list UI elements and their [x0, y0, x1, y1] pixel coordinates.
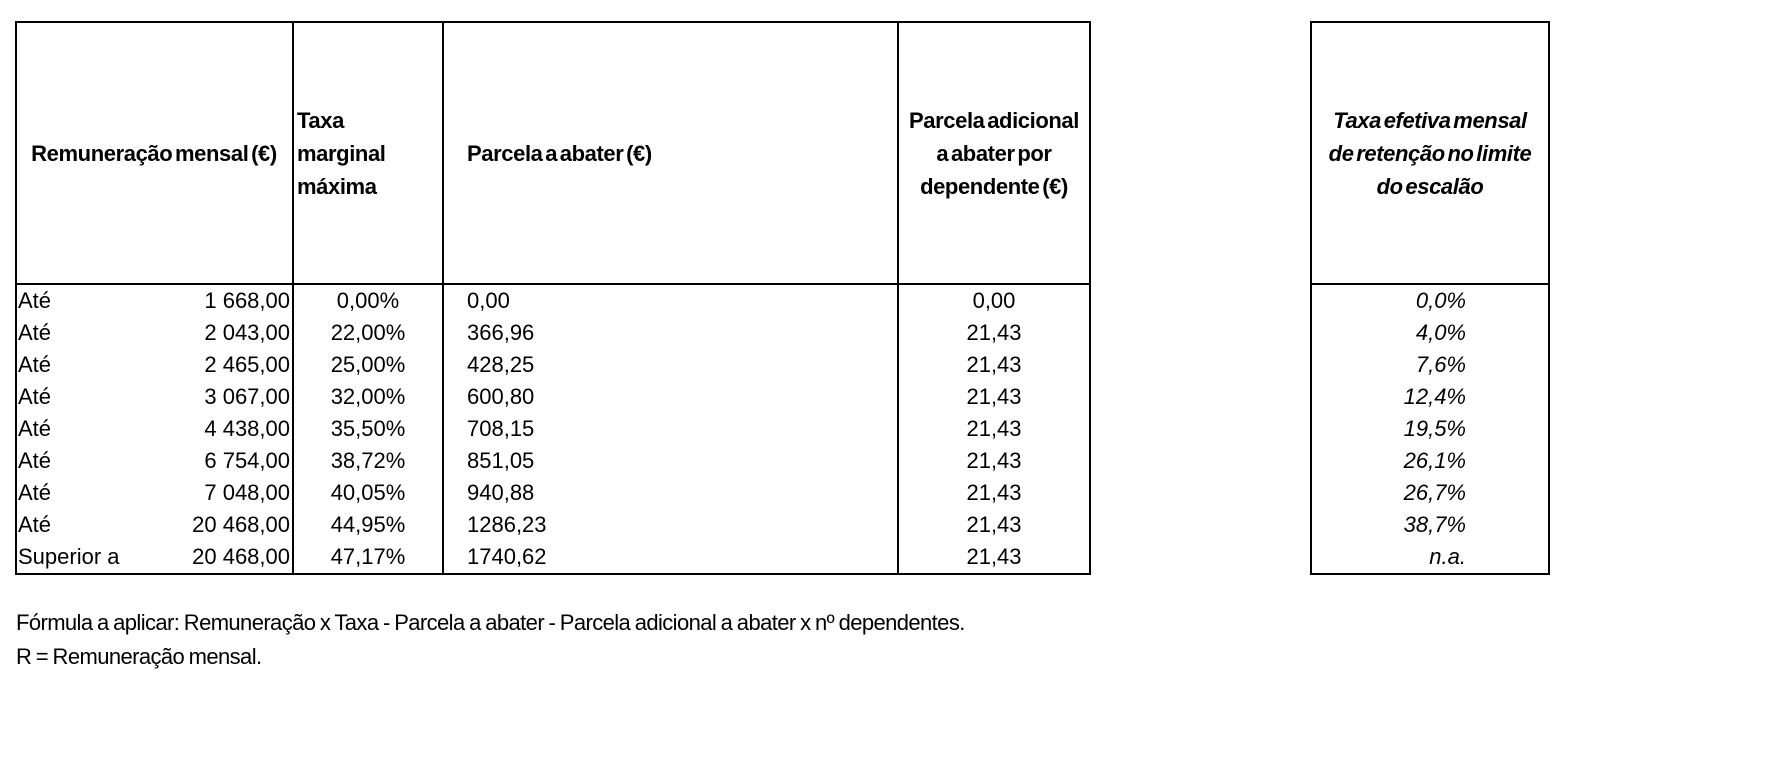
effective-rate-cell: 0,0% — [1415, 288, 1466, 313]
remuneracao-value: 2 043,00 — [204, 320, 290, 345]
effective-rate-cell: 7,6% — [1415, 352, 1466, 377]
row-label: Superior a — [18, 544, 120, 569]
taxa-cell: 22,00% — [292, 317, 442, 349]
header-remuneracao — [17, 23, 292, 283]
header-taxa-line: Taxa — [297, 107, 344, 133]
table-row — [17, 349, 1089, 381]
adicional-cell: 21,43 — [897, 477, 1089, 509]
taxa-cell: 0,00% — [292, 285, 442, 317]
remuneracao-value: 20 468,00 — [192, 544, 290, 569]
effective-rate-cell: 26,1% — [1403, 448, 1466, 473]
parcela-cell: 600,80 — [442, 381, 897, 413]
row-label: Até — [18, 288, 52, 313]
header-adicional-line: Parcela adicional — [909, 107, 1079, 133]
adicional-cell: 21,43 — [897, 445, 1089, 477]
effective-rate-header — [1312, 23, 1548, 285]
adicional-cell: 21,43 — [897, 509, 1089, 541]
effective-rate-table — [1310, 21, 1550, 575]
header-parcela-label: Parcela a abater (€) — [467, 140, 652, 166]
row-label: Até — [18, 320, 52, 345]
header-adicional — [897, 23, 1089, 283]
remuneracao-value: 1 668,00 — [204, 288, 290, 313]
taxa-cell: 25,00% — [292, 349, 442, 381]
legend-note: R = Remuneração mensal. — [16, 644, 262, 669]
parcela-cell: 1286,23 — [442, 509, 897, 541]
effective-rate-cell: 26,7% — [1403, 480, 1466, 505]
table-row — [17, 317, 1089, 349]
effective-rate-cell: 19,5% — [1403, 416, 1466, 441]
header-parcela — [442, 23, 897, 283]
row-label: Até — [18, 448, 52, 473]
remuneracao-cell — [17, 285, 292, 317]
taxa-cell: 40,05% — [292, 477, 442, 509]
parcela-cell: 0,00 — [442, 285, 897, 317]
remuneracao-value: 2 465,00 — [204, 352, 290, 377]
header-adicional-line: a abater por — [936, 140, 1052, 166]
header-remuneracao-label: Remuneração mensal (€) — [31, 140, 277, 166]
parcela-cell: 428,25 — [442, 349, 897, 381]
adicional-cell: 21,43 — [897, 317, 1089, 349]
table-row — [17, 381, 1089, 413]
table-row — [17, 509, 1089, 541]
remuneracao-cell — [17, 381, 292, 413]
remuneracao-value: 4 438,00 — [204, 416, 290, 441]
effective-rate-cell: 4,0% — [1415, 320, 1466, 345]
taxa-cell: 47,17% — [292, 541, 442, 573]
parcela-cell: 366,96 — [442, 317, 897, 349]
effective-rate-cell: 12,4% — [1403, 384, 1466, 409]
remuneracao-cell — [17, 413, 292, 445]
taxa-cell: 44,95% — [292, 509, 442, 541]
adicional-cell: 0,00 — [897, 285, 1089, 317]
table-header-row — [17, 23, 1089, 285]
table-row — [17, 477, 1089, 509]
taxa-cell: 32,00% — [292, 381, 442, 413]
remuneracao-cell — [17, 349, 292, 381]
withholding-table — [15, 21, 1091, 575]
table-row — [17, 541, 1089, 573]
parcela-cell: 708,15 — [442, 413, 897, 445]
effective-rate-header-line: Taxa efetiva mensal — [1333, 107, 1527, 133]
parcela-cell: 851,05 — [442, 445, 897, 477]
adicional-cell: 21,43 — [897, 413, 1089, 445]
adicional-cell: 21,43 — [897, 381, 1089, 413]
header-adicional-line: dependente (€) — [920, 173, 1068, 199]
remuneracao-value: 7 048,00 — [204, 480, 290, 505]
taxa-cell: 35,50% — [292, 413, 442, 445]
remuneracao-cell — [17, 317, 292, 349]
effective-rate-header-line: de retenção no limite — [1328, 140, 1532, 166]
remuneracao-cell — [17, 509, 292, 541]
table-row — [17, 285, 1089, 317]
parcela-cell: 1740,62 — [442, 541, 897, 573]
formula-note: Fórmula a aplicar: Remuneração x Taxa - Parcela a abater - Parcela adicional a abater x nº dependentes. — [16, 610, 965, 635]
table-row — [17, 413, 1089, 445]
header-taxa-line: máxima — [297, 173, 377, 199]
row-label: Até — [18, 352, 52, 377]
remuneracao-cell — [17, 477, 292, 509]
table-row — [17, 445, 1089, 477]
header-taxa — [292, 23, 442, 283]
effective-rate-cell: n.a. — [1429, 544, 1466, 569]
header-taxa-line: marginal — [297, 140, 386, 166]
remuneracao-value: 6 754,00 — [204, 448, 290, 473]
row-label: Até — [18, 512, 52, 537]
taxa-cell: 38,72% — [292, 445, 442, 477]
adicional-cell: 21,43 — [897, 349, 1089, 381]
row-label: Até — [18, 384, 52, 409]
remuneracao-value: 20 468,00 — [192, 512, 290, 537]
adicional-cell: 21,43 — [897, 541, 1089, 573]
effective-rate-header-line: do escalão — [1376, 173, 1484, 199]
row-label: Até — [18, 416, 52, 441]
remuneracao-cell — [17, 445, 292, 477]
remuneracao-cell — [17, 541, 292, 573]
effective-rate-cell: 38,7% — [1403, 512, 1466, 537]
parcela-cell: 940,88 — [442, 477, 897, 509]
row-label: Até — [18, 480, 52, 505]
footer-notes — [16, 606, 965, 674]
remuneracao-value: 3 067,00 — [204, 384, 290, 409]
